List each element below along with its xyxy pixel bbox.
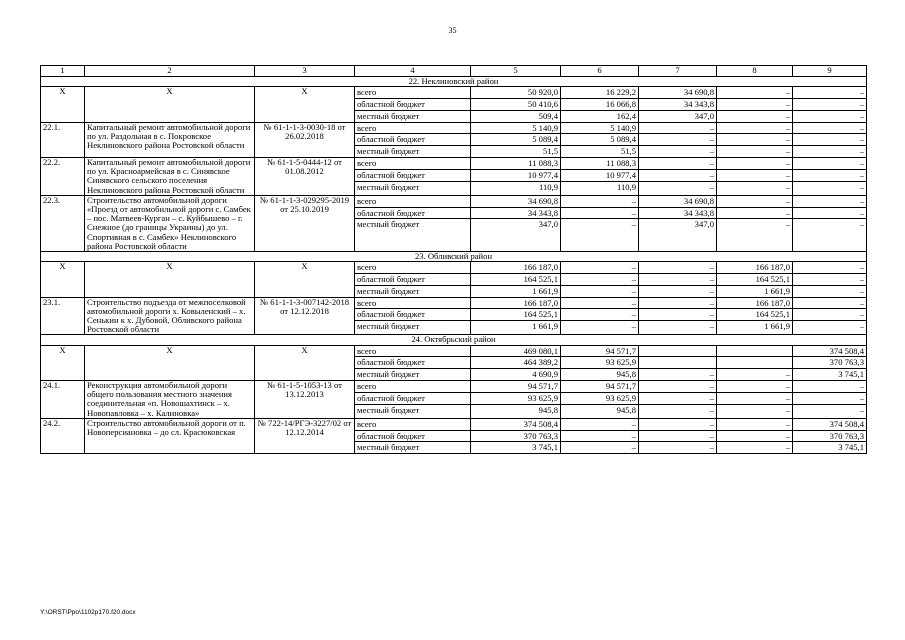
- year-3-amount-cell: [717, 195, 793, 251]
- year-2-amount: –: [639, 392, 716, 404]
- funding-source: областной бюджет: [355, 98, 470, 110]
- year-1-amount-cell: [561, 297, 639, 335]
- table-row: [41, 157, 867, 195]
- total-amount-cell: [471, 297, 561, 335]
- expertise-document: X: [255, 87, 355, 122]
- year-4-amount-cell: [793, 87, 867, 122]
- total-amount: 509,4: [471, 110, 560, 122]
- year-4-amount: –: [859, 195, 864, 206]
- year-3-amount: –: [785, 122, 790, 133]
- year-4-amount: 374 508,4: [829, 418, 864, 429]
- year-3-amount: –: [785, 195, 790, 206]
- year-2-amount: –: [639, 285, 716, 297]
- year-4-amount-cell: [793, 195, 867, 251]
- year-2-amount: –: [709, 381, 714, 392]
- expertise-document: № 61-1-1-3-007142-2018 от 12.12.2018: [255, 297, 355, 335]
- object-name: X: [85, 262, 255, 297]
- total-amount: 166 187,0: [523, 297, 558, 308]
- funding-source: местный бюджет: [355, 368, 470, 380]
- funding-source-cell: [355, 297, 471, 335]
- year-1-amount-cell: [561, 345, 639, 380]
- year-3-amount-cell: [717, 122, 793, 157]
- year-2-amount-cell: [639, 195, 717, 251]
- total-amount: 4 690,9: [471, 368, 560, 380]
- funding-source: всего: [357, 157, 377, 168]
- year-3-amount: –: [785, 381, 790, 392]
- year-4-amount: –: [793, 285, 866, 297]
- funding-source: областной бюджет: [355, 430, 470, 442]
- year-1-amount-cell: [561, 195, 639, 251]
- funding-source-cell: [355, 157, 471, 195]
- year-3-amount-cell: [717, 87, 793, 122]
- year-2-amount-cell: [639, 87, 717, 122]
- total-amount-cell: [471, 195, 561, 251]
- year-3-amount: –: [717, 207, 792, 219]
- year-3-amount-cell: [717, 297, 793, 335]
- total-amount: 464 389,2: [471, 356, 560, 368]
- year-3-amount: –: [717, 169, 792, 181]
- funding-source-cell: [355, 87, 471, 122]
- item-number: 24.1.: [41, 381, 85, 419]
- year-1-amount: 5 140,9: [610, 122, 636, 133]
- year-3-amount: –: [717, 392, 792, 404]
- expertise-document: № 61-1-5-0444-12 от 01.08.2012: [255, 157, 355, 195]
- year-2-amount: –: [639, 169, 716, 181]
- funding-source-cell: [355, 381, 471, 419]
- funding-source: местный бюджет: [355, 320, 470, 332]
- item-number: X: [41, 345, 85, 380]
- year-2-amount-cell: [639, 345, 717, 380]
- item-number: 23.1.: [41, 297, 85, 335]
- table-row: [41, 122, 867, 157]
- year-4-amount: –: [859, 381, 864, 392]
- year-3-amount: –: [785, 87, 790, 98]
- funding-source: всего: [357, 418, 377, 429]
- year-4-amount: –: [793, 320, 866, 332]
- year-4-amount: –: [793, 308, 866, 320]
- year-4-amount: –: [793, 98, 866, 110]
- total-amount: 50 920,0: [527, 87, 558, 98]
- total-amount: 164 525,1: [471, 308, 560, 320]
- year-1-amount: 945,8: [561, 368, 638, 380]
- header-cell: 8: [717, 66, 793, 77]
- year-1-amount: –: [561, 285, 638, 297]
- year-1-amount: 94 571,7: [605, 381, 636, 392]
- object-name: Строительство подъезда от межпоселковой автомобильной дороги х. Ковыленский – х. Сенькин к х. Дубовой, Обливского района Ростовской области: [85, 297, 255, 335]
- year-3-amount: –: [717, 181, 792, 193]
- year-2-amount-cell: [639, 262, 717, 297]
- year-4-amount: 374 508,4: [829, 345, 864, 356]
- total-amount-cell: [471, 418, 561, 453]
- year-3-amount: –: [785, 418, 790, 429]
- object-name: Капитальный ремонт автомобильной дороги по ул. Красноармейская в с. Синявское Синявского сельского поселения Неклиновского района Ростовской области: [85, 157, 255, 195]
- expertise-document: X: [255, 262, 355, 297]
- year-1-amount-cell: [561, 87, 639, 122]
- year-4-amount: 370 763,3: [793, 356, 866, 368]
- year-4-amount: –: [793, 169, 866, 181]
- year-4-amount: –: [793, 133, 866, 145]
- year-3-amount: –: [717, 430, 792, 442]
- year-2-amount: –: [709, 418, 714, 429]
- table-row: [41, 418, 867, 453]
- year-1-amount-cell: [561, 381, 639, 419]
- year-1-amount: 93 625,9: [561, 392, 638, 404]
- funding-source: областной бюджет: [355, 133, 470, 145]
- object-name: Строительство автомобильной дороги «Проезд от автомобильной дороги с. Самбек – пос. Матвеев-Курган – с. Куйбышево – г. Снежное (до границы Украины) до ул. Спортивная в с. Самбек» Неклиновского района Ростовской области: [85, 195, 255, 251]
- year-4-amount: –: [859, 87, 864, 98]
- table-row: [41, 345, 867, 380]
- funding-source: всего: [357, 381, 377, 392]
- year-1-amount: –: [561, 273, 638, 285]
- year-4-amount: 3 745,1: [793, 441, 866, 453]
- table-row: [41, 297, 867, 335]
- total-amount: 34 343,8: [471, 207, 560, 219]
- object-name: X: [85, 87, 255, 122]
- year-1-amount: –: [631, 195, 636, 206]
- funding-source: местный бюджет: [355, 404, 470, 416]
- header-cell: 3: [255, 66, 355, 77]
- total-amount: 164 525,1: [471, 273, 560, 285]
- year-3-amount: –: [717, 441, 792, 453]
- year-4-amount-cell: [793, 122, 867, 157]
- year-1-amount: 5 089,4: [561, 133, 638, 145]
- year-2-amount: 34 343,8: [639, 98, 716, 110]
- year-1-amount: –: [561, 441, 638, 453]
- year-4-amount: –: [793, 392, 866, 404]
- total-amount-cell: [471, 157, 561, 195]
- total-amount: 94 571,7: [527, 381, 558, 392]
- year-2-amount-cell: [639, 418, 717, 453]
- funding-source-cell: [355, 418, 471, 453]
- object-name: X: [85, 345, 255, 380]
- total-amount: 469 080,1: [523, 345, 558, 356]
- funding-source: местный бюджет: [355, 181, 470, 193]
- year-4-amount: –: [859, 122, 864, 133]
- funding-source: местный бюджет: [355, 218, 470, 230]
- expertise-document: № 61-1-1-3-029295-2019 от 25.10.2019: [255, 195, 355, 251]
- year-3-amount: 1 661,9: [717, 285, 792, 297]
- total-amount: 51,5: [471, 145, 560, 157]
- section-title-row: [41, 77, 867, 87]
- total-amount: 370 763,3: [471, 430, 560, 442]
- item-number: 22.1.: [41, 122, 85, 157]
- section-title: 23. Обливский район: [41, 252, 867, 262]
- total-amount: 1 661,9: [471, 285, 560, 297]
- header-cell: 2: [85, 66, 255, 77]
- total-amount: 374 508,4: [523, 418, 558, 429]
- table-body: [41, 66, 867, 454]
- year-3-amount: 164 525,1: [717, 308, 792, 320]
- year-1-amount-cell: [561, 418, 639, 453]
- year-2-amount: [639, 346, 716, 357]
- year-1-amount-cell: [561, 157, 639, 195]
- total-amount: 93 625,9: [471, 392, 560, 404]
- year-1-amount: 16 066,8: [561, 98, 638, 110]
- year-3-amount: –: [717, 218, 792, 230]
- year-1-amount: –: [561, 308, 638, 320]
- year-1-amount: –: [631, 262, 636, 273]
- year-4-amount: –: [793, 110, 866, 122]
- year-1-amount: 11 088,3: [606, 157, 636, 168]
- expertise-document: № 61-1-1-3-0030-18 от 26.02.2018: [255, 122, 355, 157]
- funding-source: местный бюджет: [355, 145, 470, 157]
- year-3-amount: [717, 346, 792, 357]
- year-2-amount: –: [639, 181, 716, 193]
- total-amount: 166 187,0: [523, 262, 558, 273]
- expertise-document: X: [255, 345, 355, 380]
- funding-source: всего: [357, 122, 377, 133]
- year-3-amount: –: [717, 404, 792, 416]
- total-amount: 5 089,4: [471, 133, 560, 145]
- section-title-row: [41, 335, 867, 345]
- year-4-amount-cell: [793, 262, 867, 297]
- expertise-document: № 722-14/РГЭ-3227/02 от 12.12.2014: [255, 418, 355, 453]
- year-3-amount: 164 525,1: [717, 273, 792, 285]
- year-3-amount: –: [717, 145, 792, 157]
- year-3-amount: [717, 356, 792, 368]
- table-row: [41, 381, 867, 419]
- total-amount-cell: [471, 345, 561, 380]
- year-2-amount-cell: [639, 381, 717, 419]
- year-1-amount: –: [561, 430, 638, 442]
- item-number: 22.3.: [41, 195, 85, 251]
- year-2-amount: –: [639, 273, 716, 285]
- expertise-document: № 61-1-5-1053-13 от 13.12.2013: [255, 381, 355, 419]
- year-4-amount: –: [793, 145, 866, 157]
- year-2-amount: –: [709, 297, 714, 308]
- funding-source: всего: [357, 297, 377, 308]
- year-1-amount: 945,8: [561, 404, 638, 416]
- year-1-amount: –: [561, 320, 638, 332]
- year-3-amount: –: [785, 157, 790, 168]
- year-3-amount-cell: [717, 381, 793, 419]
- funding-source: всего: [357, 87, 377, 98]
- year-2-amount: –: [639, 133, 716, 145]
- header-cell: 6: [561, 66, 639, 77]
- year-3-amount-cell: [717, 345, 793, 380]
- year-2-amount: –: [639, 441, 716, 453]
- funding-source: местный бюджет: [355, 441, 470, 453]
- year-4-amount: –: [859, 297, 864, 308]
- budget-table: [40, 65, 867, 454]
- item-number: 22.2.: [41, 157, 85, 195]
- section-title: 22. Неклиновский район: [41, 77, 867, 87]
- year-3-amount: 166 187,0: [755, 262, 790, 273]
- year-2-amount-cell: [639, 122, 717, 157]
- funding-source: областной бюджет: [355, 308, 470, 320]
- funding-source: местный бюджет: [355, 110, 470, 122]
- total-amount: 50 410,6: [471, 98, 560, 110]
- item-number: X: [41, 87, 85, 122]
- year-2-amount: –: [639, 430, 716, 442]
- year-4-amount: –: [859, 262, 864, 273]
- year-2-amount: 34 343,8: [639, 207, 716, 219]
- total-amount-cell: [471, 122, 561, 157]
- funding-source: всего: [357, 262, 377, 273]
- funding-source: всего: [357, 345, 377, 356]
- funding-source: местный бюджет: [355, 285, 470, 297]
- year-2-amount: 34 690,8: [683, 195, 714, 206]
- year-1-amount: 110,9: [561, 181, 638, 193]
- header-cell: 1: [41, 66, 85, 77]
- year-1-amount-cell: [561, 262, 639, 297]
- year-3-amount: 1 661,9: [717, 320, 792, 332]
- year-4-amount: –: [793, 273, 866, 285]
- year-2-amount: 34 690,8: [683, 87, 714, 98]
- funding-source-cell: [355, 195, 471, 251]
- total-amount: 10 977,4: [471, 169, 560, 181]
- total-amount: 34 690,8: [527, 195, 558, 206]
- header-cell: 4: [355, 66, 471, 77]
- funding-source: областной бюджет: [355, 169, 470, 181]
- year-2-amount: 347,0: [639, 110, 716, 122]
- year-2-amount: –: [709, 122, 714, 133]
- table-row: [41, 262, 867, 297]
- total-amount: 110,9: [471, 181, 560, 193]
- object-name: Капитальный ремонт автомобильной дороги по ул. Раздольная в с. Покровское Неклиновского района Ростовской области: [85, 122, 255, 157]
- funding-source: областной бюджет: [355, 273, 470, 285]
- year-3-amount-cell: [717, 418, 793, 453]
- funding-source: всего: [357, 195, 377, 206]
- year-2-amount: –: [639, 308, 716, 320]
- total-amount-cell: [471, 381, 561, 419]
- year-2-amount: –: [639, 404, 716, 416]
- year-4-amount: –: [793, 207, 866, 219]
- total-amount: 5 140,9: [532, 122, 558, 133]
- year-3-amount: 166 187,0: [755, 297, 790, 308]
- total-amount-cell: [471, 262, 561, 297]
- year-4-amount: –: [793, 404, 866, 416]
- year-1-amount-cell: [561, 122, 639, 157]
- total-amount: 11 088,3: [528, 157, 558, 168]
- year-4-amount-cell: [793, 157, 867, 195]
- total-amount: 3 745,1: [471, 441, 560, 453]
- header-cell: 9: [793, 66, 867, 77]
- year-4-amount-cell: [793, 418, 867, 453]
- year-4-amount: 3 745,1: [793, 368, 866, 380]
- year-1-amount: –: [631, 418, 636, 429]
- year-1-amount: 10 977,4: [561, 169, 638, 181]
- year-3-amount-cell: [717, 157, 793, 195]
- total-amount: 1 661,9: [471, 320, 560, 332]
- year-1-amount: 51,5: [561, 145, 638, 157]
- item-number: 24.2.: [41, 418, 85, 453]
- year-1-amount: 93 625,9: [561, 356, 638, 368]
- year-2-amount: –: [639, 368, 716, 380]
- year-4-amount: 370 763,3: [793, 430, 866, 442]
- funding-source: областной бюджет: [355, 356, 470, 368]
- year-4-amount-cell: [793, 381, 867, 419]
- funding-source-cell: [355, 262, 471, 297]
- year-2-amount: –: [639, 320, 716, 332]
- section-title: 24. Октябрьский район: [41, 335, 867, 345]
- object-name: Реконструкция автомобильной дороги общего пользования местного значения соединительная «п. Новошахтинск – х. Новопавловка – х. Калиновка»: [85, 381, 255, 419]
- year-1-amount: 94 571,7: [605, 345, 636, 356]
- file-path-footer: Y:\ORST\Ppo\1102p170.f20.docx: [40, 609, 136, 616]
- table-row: [41, 195, 867, 251]
- year-1-amount: –: [561, 218, 638, 230]
- year-4-amount: –: [793, 218, 866, 230]
- year-3-amount: –: [717, 368, 792, 380]
- total-amount: 945,8: [471, 404, 560, 416]
- year-2-amount: –: [709, 262, 714, 273]
- funding-source-cell: [355, 345, 471, 380]
- year-4-amount: –: [859, 157, 864, 168]
- year-3-amount-cell: [717, 262, 793, 297]
- year-3-amount: –: [717, 110, 792, 122]
- year-1-amount: –: [631, 297, 636, 308]
- year-2-amount: 347,0: [639, 218, 716, 230]
- header-row: [41, 66, 867, 77]
- funding-source: областной бюджет: [355, 392, 470, 404]
- year-2-amount: –: [709, 157, 714, 168]
- year-3-amount: –: [717, 133, 792, 145]
- table-row: [41, 87, 867, 122]
- funding-source: областной бюджет: [355, 207, 470, 219]
- header-cell: 7: [639, 66, 717, 77]
- item-number: X: [41, 262, 85, 297]
- year-2-amount: –: [639, 145, 716, 157]
- year-3-amount: –: [717, 98, 792, 110]
- year-2-amount: [639, 356, 716, 368]
- year-4-amount-cell: [793, 297, 867, 335]
- year-1-amount: 16 229,2: [605, 87, 636, 98]
- page-number: 35: [448, 26, 457, 35]
- funding-source-cell: [355, 122, 471, 157]
- total-amount-cell: [471, 87, 561, 122]
- year-4-amount-cell: [793, 345, 867, 380]
- year-2-amount-cell: [639, 297, 717, 335]
- header-cell: 5: [471, 66, 561, 77]
- section-title-row: [41, 252, 867, 262]
- object-name: Строительство автомобильной дороги от п. Новоперсиановка – до сл. Красюковская: [85, 418, 255, 453]
- year-1-amount: 162,4: [561, 110, 638, 122]
- total-amount: 347,0: [471, 218, 560, 230]
- year-4-amount: –: [793, 181, 866, 193]
- year-2-amount-cell: [639, 157, 717, 195]
- year-1-amount: –: [561, 207, 638, 219]
